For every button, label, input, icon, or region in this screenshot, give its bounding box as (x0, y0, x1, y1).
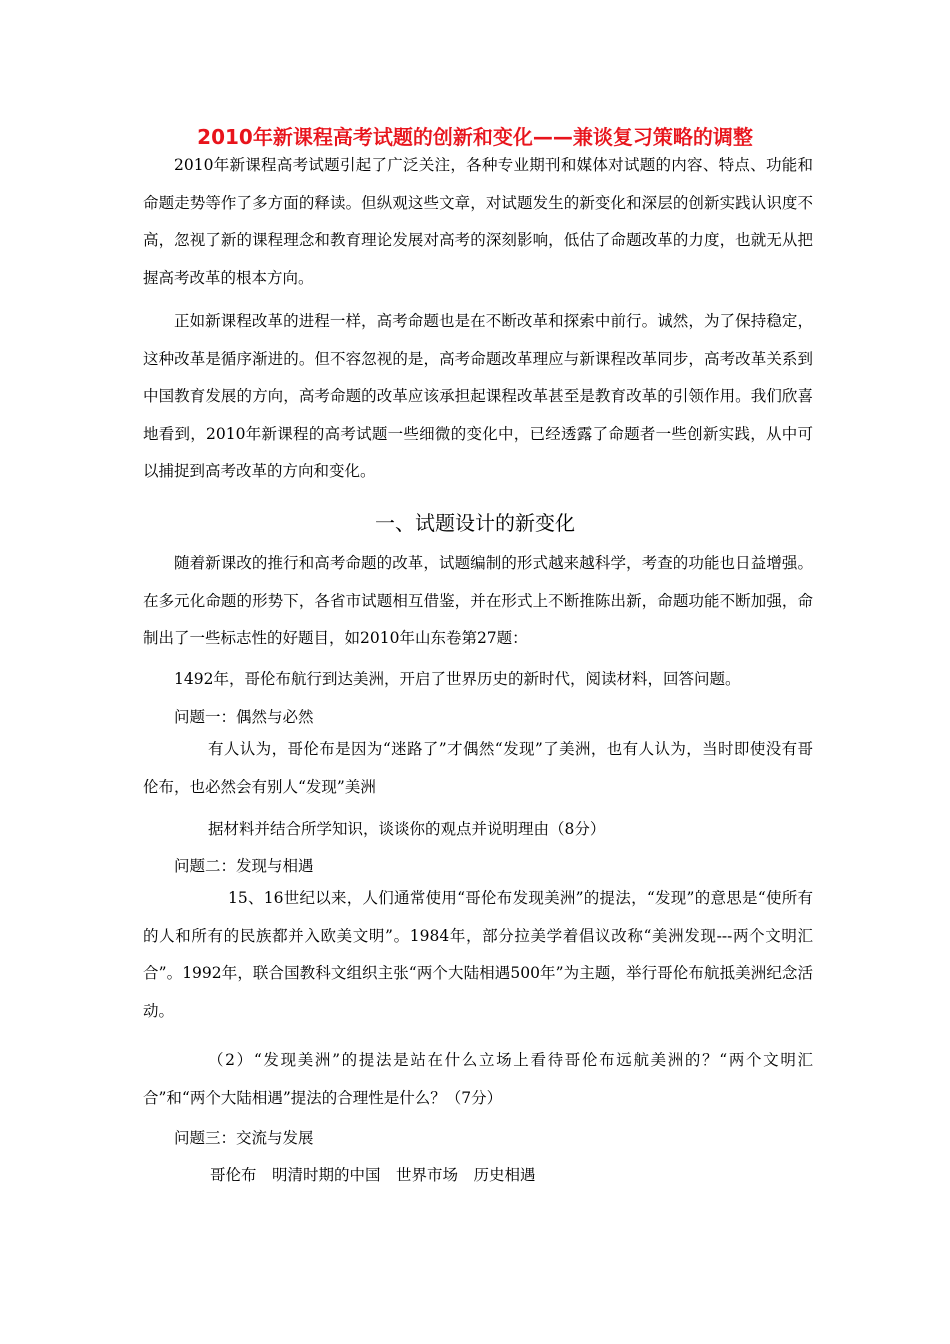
question-3-keywords: 哥伦布 明清时期的中国 世界市场 历史相遇 (210, 1166, 536, 1184)
document-title: 2010年新课程高考试题的创新和变化——兼谈复习策略的调整 (197, 125, 753, 149)
question-intro: 1492年，哥伦布航行到达美洲，开启了世界历史的新时代，阅读材料，回答问题。 (174, 670, 741, 688)
question-1-label: 问题一：偶然与必然 (174, 708, 314, 726)
question-2-material: 15、16世纪以来，人们通常使用“哥伦布发现美洲”的提法，“发现”的意思是“使所有的人和所有的民族都并入欧美文明”。1984年，部分拉美学着倡议改称“美洲发现---两个文明汇合”。1992年，联合国教科文组织主张“两个大陆相遇500年”为主题，举行哥伦布航抵美洲纪念活动。 (143, 889, 813, 1020)
question-3-label: 问题三：交流与发展 (174, 1129, 314, 1147)
question-1-material: 有人认为，哥伦布是因为“迷路了”才偶然“发现”了美洲，也有人认为，当时即使没有哥伦布，也必然会有别人“发现”美洲 (143, 740, 813, 796)
question-2-task: （2）“发现美洲”的提法是站在什么立场上看待哥伦布远航美洲的？“两个文明汇合”和“两个大陆相遇”提法的合理性是什么？（7分） (143, 1051, 813, 1107)
intro-paragraph-1: 2010年新课程高考试题引起了广泛关注，各种专业期刊和媒体对试题的内容、特点、功能和命题走势等作了多方面的释读。但纵观这些文章，对试题发生的新变化和深层的创新实践认识度不高，忽视了新的课程理念和教育理论发展对高考的深刻影响，低估了命题改革的力度，也就无从把握高考改革的根本方向。 (143, 156, 813, 287)
question-1-task: 据材料并结合所学知识，谈谈你的观点并说明理由（8分） (208, 820, 606, 838)
intro-paragraph-2: 正如新课程改革的进程一样，高考命题也是在不断改革和探索中前行。诚然，为了保持稳定，这种改革是循序渐进的。但不容忽视的是，高考命题改革理应与新课程改革同步，高考改革关系到中国教育发展的方向，高考命题的改革应该承担起课程改革甚至是教育改革的引领作用。我们欣喜地看到，2010年新课程的高考试题一些细微的变化中，已经透露了命题者一些创新实践，从中可以捕捉到高考改革的方向和变化。 (143, 312, 813, 480)
section-heading: 一、试题设计的新变化 (375, 511, 575, 535)
section-paragraph: 随着新课改的推行和高考命题的改革，试题编制的形式越来越科学，考查的功能也日益增强。在多元化命题的形势下，各省市试题相互借鉴，并在形式上不断推陈出新，命题功能不断加强，命制出了一些标志性的好题目，如2010年山东卷第27题： (143, 554, 813, 647)
question-2-label: 问题二：发现与相遇 (174, 857, 314, 875)
